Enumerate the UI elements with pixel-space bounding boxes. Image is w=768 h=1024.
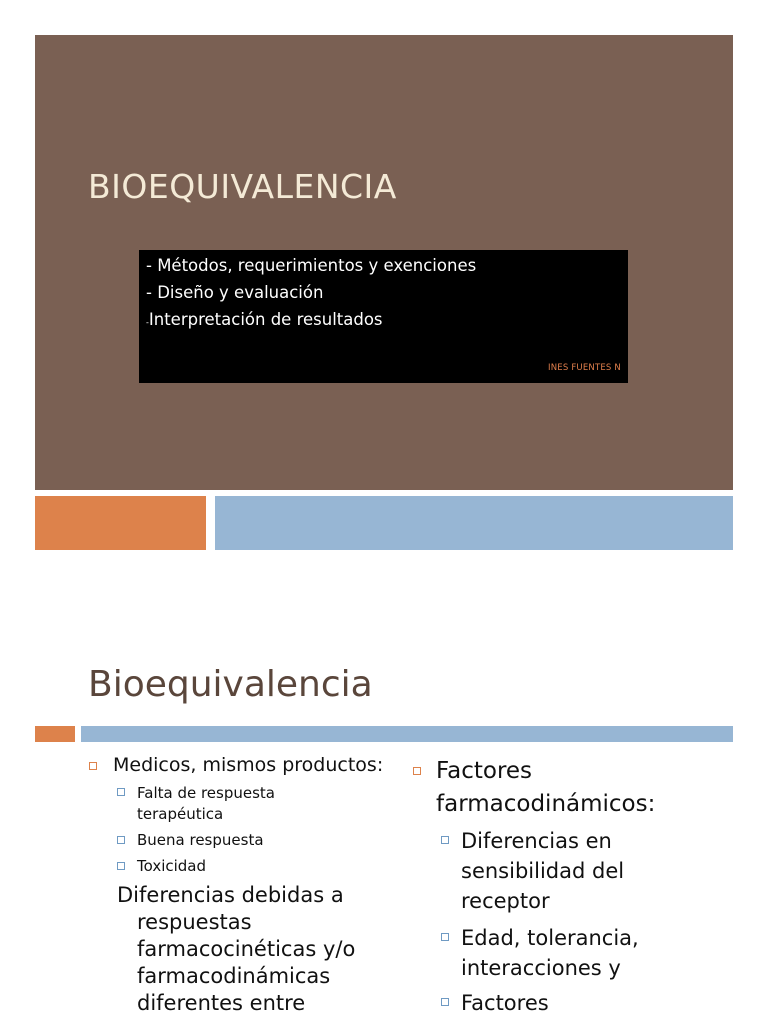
- left-sub-bullet-3: Toxicidad: [137, 857, 207, 875]
- sub-bullet-square-icon: [441, 933, 449, 941]
- right-sub-bullet-2-line-1: Edad, tolerancia,: [461, 926, 639, 950]
- content-slide-heading: Bioequivalencia: [88, 664, 373, 705]
- right-sub-bullet-3: Factores: [461, 991, 549, 1015]
- title-slide-heading: BIOEQUIVALENCIA: [88, 167, 397, 206]
- subtitle-line-2: - Diseño y evaluación: [146, 283, 324, 302]
- orange-accent-bar: [35, 496, 206, 550]
- subtitle-line-3-text: Interpretación de resultados: [148, 310, 383, 329]
- sub-bullet-square-icon: [117, 862, 125, 870]
- bullet-square-icon: [413, 767, 421, 775]
- right-sub-bullet-2-line-2: interacciones y: [461, 956, 621, 980]
- subtitle-line-3: [146, 310, 383, 329]
- orange-rule: [35, 726, 75, 742]
- bullet-square-icon: [89, 762, 97, 770]
- right-sub-bullet-1-line-1: Diferencias en: [461, 829, 612, 853]
- right-bullet-line-1: Factores: [436, 758, 533, 784]
- subtitle-line-3-dash: -: [146, 318, 149, 327]
- left-bullet-text: Medicos, mismos productos:: [113, 754, 384, 776]
- left-sub-bullet-2: Buena respuesta: [137, 831, 264, 849]
- blue-rule: [81, 726, 733, 742]
- right-bullet-line-2: farmacodinámicos:: [436, 791, 656, 817]
- left-sub-bullet-1-line-2: terapéutica: [137, 805, 224, 823]
- author-name: INES FUENTES N: [548, 363, 621, 373]
- left-paragraph-line-2: respuestas: [137, 910, 252, 934]
- sub-bullet-square-icon: [441, 998, 449, 1006]
- left-sub-bullet-1-line-1: Falta de respuesta: [137, 784, 275, 802]
- left-paragraph-line-3: farmacocinéticas y/o: [137, 937, 356, 961]
- sub-bullet-square-icon: [117, 788, 125, 796]
- left-paragraph-line-1: Diferencias debidas a: [117, 883, 344, 907]
- right-sub-bullet-1-line-2: sensibilidad del: [461, 859, 625, 883]
- subtitle-box: [139, 250, 628, 383]
- left-paragraph-line-4: farmacodinámicas: [137, 964, 331, 988]
- subtitle-line-1: - Métodos, requerimientos y exenciones: [146, 256, 477, 275]
- sub-bullet-square-icon: [117, 836, 125, 844]
- right-sub-bullet-1-line-3: receptor: [461, 889, 550, 913]
- left-paragraph-line-5: diferentes entre: [137, 991, 306, 1015]
- sub-bullet-square-icon: [441, 836, 449, 844]
- blue-accent-bar: [215, 496, 733, 550]
